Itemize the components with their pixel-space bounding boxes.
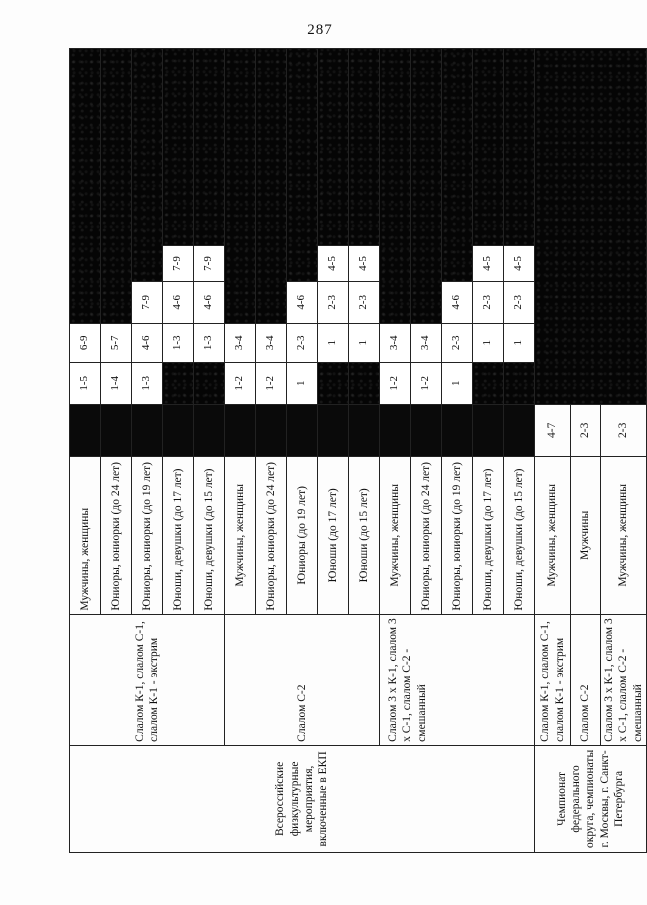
discipline-name: Слалом С-2 (571, 614, 601, 745)
group-label: Юноши, девушки (до 15 лет) (504, 457, 535, 615)
discipline-name: Слалом К-1, слалом С-1, слалом К-1 - экстрим (535, 614, 571, 745)
rank-cell: 2-3 (473, 282, 504, 324)
shaded-cell (132, 49, 163, 282)
rank-cell: 2-3 (287, 323, 318, 362)
discipline-name: Слалом 3 х К-1, слалом 3 х С-1, слалом С-2 - смешанный (601, 614, 647, 745)
points-cell (101, 404, 132, 457)
shaded-cell (225, 49, 256, 324)
rank-cell: 1 (504, 323, 535, 362)
shaded-cell (163, 49, 194, 246)
table-row (380, 49, 411, 853)
rank-cell: 2-3 (442, 323, 473, 362)
discipline-name: Слалом К-1, слалом С-1, слалом К-1 - экстрим (70, 614, 225, 745)
rank-cell: 4-6 (194, 282, 225, 324)
shaded-cell (504, 49, 535, 246)
group-label: Мужчины, женщины (535, 457, 571, 615)
shaded-cell (194, 362, 225, 404)
points-cell (287, 404, 318, 457)
rank-cell: 3-4 (256, 323, 287, 362)
rank-cell: 1 (442, 362, 473, 404)
level-name: Чемпионат федерального округа, чемпионаты г. Москвы, г. Санкт-Петербурга (535, 745, 647, 852)
points-cell: 2-3 (601, 404, 647, 457)
rank-cell: 4-5 (349, 245, 380, 281)
rank-cell: 4-6 (442, 282, 473, 324)
shaded-cell (473, 362, 504, 404)
rank-cell: 1 (318, 323, 349, 362)
shaded-cell (256, 49, 287, 324)
rank-cell: 1-2 (256, 362, 287, 404)
group-label: Юноши (до 15 лет) (349, 457, 380, 615)
shaded-cell (194, 49, 225, 246)
shaded-cell (349, 362, 380, 404)
shaded-cell (380, 49, 411, 324)
rank-cell: 4-5 (504, 245, 535, 281)
shaded-cell (349, 49, 380, 246)
group-label: Юниоры, юниорки (до 24 лет) (256, 457, 287, 615)
points-cell: 2-3 (571, 404, 601, 457)
points-cell (349, 404, 380, 457)
rank-cell: 1-4 (101, 362, 132, 404)
points-cell (132, 404, 163, 457)
rank-cell: 4-6 (163, 282, 194, 324)
rank-cell: 1 (287, 362, 318, 404)
group-label: Юноши (до 17 лет) (318, 457, 349, 615)
shaded-cell (504, 362, 535, 404)
level-name: Всероссийские физкультурные мероприятия, включенные в ЕКП (70, 745, 535, 852)
shaded-cell (411, 49, 442, 324)
points-cell (256, 404, 287, 457)
discipline-name: Слалом С-2 (225, 614, 380, 745)
rank-cell: 1-2 (411, 362, 442, 404)
group-label: Мужчины, женщины (70, 457, 101, 615)
rank-cell: 2-3 (318, 282, 349, 324)
rank-cell: 3-4 (225, 323, 256, 362)
table-row (225, 49, 256, 853)
page-number: 287 (307, 22, 333, 38)
shaded-cell (163, 362, 194, 404)
rank-cell: 6-9 (70, 323, 101, 362)
shaded-cell (535, 49, 647, 405)
points-cell: 4-7 (535, 404, 571, 457)
table-row (535, 49, 571, 853)
points-cell (442, 404, 473, 457)
rank-cell: 7-9 (132, 282, 163, 324)
rank-cell: 1-3 (194, 323, 225, 362)
group-label: Мужчины, женщины (380, 457, 411, 615)
group-label: Мужчины (571, 457, 601, 615)
rank-cell: 4-5 (318, 245, 349, 281)
group-label: Юниоры, юниорки (до 19 лет) (132, 457, 163, 615)
rank-cell: 2-3 (504, 282, 535, 324)
group-label: Юноши, девушки (до 17 лет) (163, 457, 194, 615)
ranking-table (69, 48, 647, 853)
shaded-cell (101, 49, 132, 324)
rank-cell: 1-2 (225, 362, 256, 404)
shaded-cell (318, 362, 349, 404)
shaded-cell (287, 49, 318, 282)
group-label: Мужчины, женщины (601, 457, 647, 615)
rank-cell: 1-5 (70, 362, 101, 404)
rotated-table-wrapper (69, 48, 644, 853)
rank-cell: 1 (473, 323, 504, 362)
group-label: Юниоры, юниорки (до 19 лет) (442, 457, 473, 615)
rank-cell: 7-9 (163, 245, 194, 281)
discipline-name: Слалом 3 х К-1, слалом 3 х С-1, слалом С-2 - смешанный (380, 614, 535, 745)
points-cell (380, 404, 411, 457)
points-cell (318, 404, 349, 457)
rank-cell: 1 (349, 323, 380, 362)
group-label: Юниоры (до 19 лет) (287, 457, 318, 615)
points-cell (473, 404, 504, 457)
rank-cell: 3-4 (411, 323, 442, 362)
rank-cell: 5-7 (101, 323, 132, 362)
rank-cell: 1-3 (163, 323, 194, 362)
group-label: Юниоры, юниорки (до 24 лет) (101, 457, 132, 615)
shaded-cell (442, 49, 473, 282)
group-label: Юноши, девушки (до 17 лет) (473, 457, 504, 615)
points-cell (194, 404, 225, 457)
rank-cell: 4-6 (132, 323, 163, 362)
rank-cell: 7-9 (194, 245, 225, 281)
shaded-cell (318, 49, 349, 246)
group-label: Юниоры, юниорки (до 24 лет) (411, 457, 442, 615)
points-cell (70, 404, 101, 457)
group-label: Мужчины, женщины (225, 457, 256, 615)
shaded-cell (70, 49, 101, 324)
points-cell (504, 404, 535, 457)
table-row (70, 49, 101, 853)
rank-cell: 4-6 (287, 282, 318, 324)
rank-cell: 4-5 (473, 245, 504, 281)
rank-cell: 1-3 (132, 362, 163, 404)
rank-cell: 3-4 (380, 323, 411, 362)
points-cell (163, 404, 194, 457)
points-cell (411, 404, 442, 457)
group-label: Юноши, девушки (до 15 лет) (194, 457, 225, 615)
points-cell (225, 404, 256, 457)
shaded-cell (473, 49, 504, 246)
rank-cell: 2-3 (349, 282, 380, 324)
rank-cell: 1-2 (380, 362, 411, 404)
